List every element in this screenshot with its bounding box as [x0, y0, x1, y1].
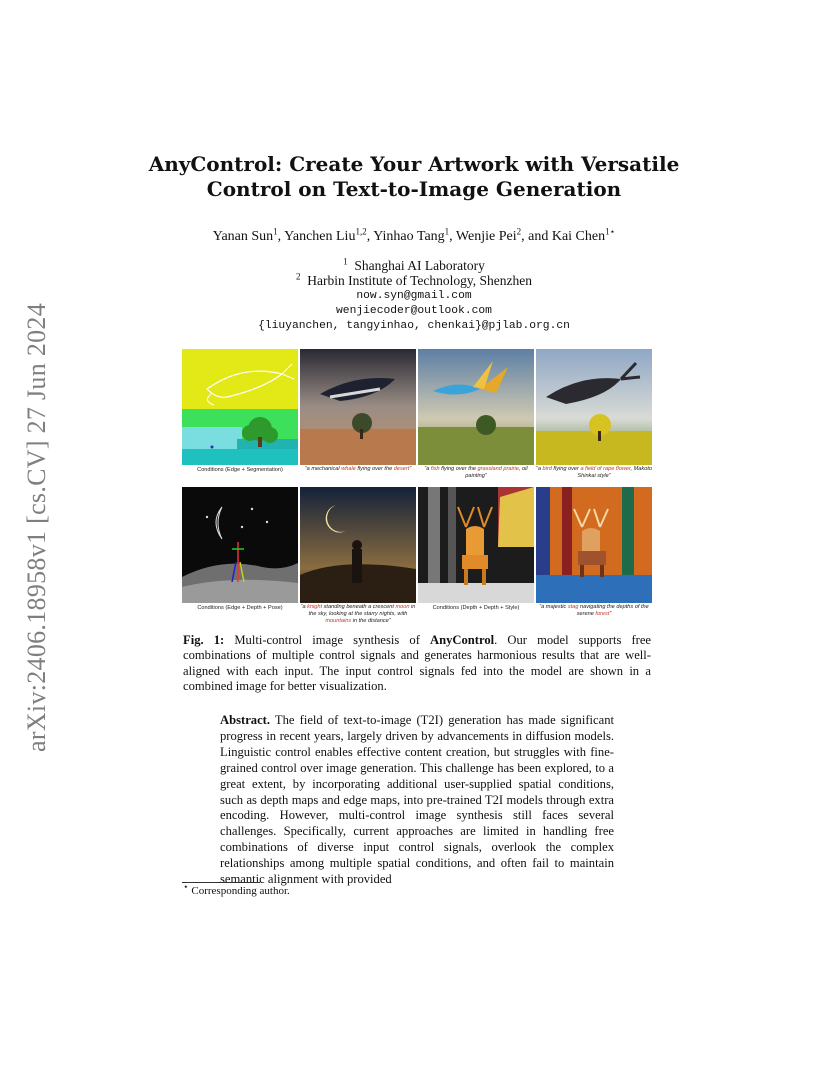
email-1: now.syn@gmail.com [356, 290, 472, 302]
author-affil-mark: 1,2 [355, 226, 367, 237]
prompt-text: “a [424, 466, 431, 472]
affil-mark: 1 [343, 256, 348, 267]
condition-depth-depth-style-image [418, 487, 534, 603]
generated-fish-prairie-image [418, 349, 534, 465]
condition-edge-depth-pose-image [182, 487, 298, 603]
prompt-text: ” [409, 466, 412, 472]
author-list: Yanan Sun$^1$, Yanchen Liu$^{1,2}$, Yinhao Tang$^1$, Wenjie Pei$^2$, and Kai Chen$^{1⋆}$ [212, 226, 616, 244]
title-line-1: AnyControl: Create Your Artwork with Versatile [148, 152, 680, 176]
title-line-2: Control on Text-to-Image Generation [206, 177, 622, 201]
prompt-highlight: mountains [325, 618, 352, 624]
prompt-highlight: fish [430, 466, 440, 472]
prompt-text: flying over [551, 466, 581, 472]
footnote [183, 881, 290, 897]
prompt-text: in the distance” [351, 618, 391, 624]
prompt-text: “a mechanical [304, 466, 342, 472]
caption-condition-1: Conditions (Edge + Segmentation) [197, 467, 283, 473]
prompt-highlight: grassland prairie [477, 466, 519, 472]
abstract-label: Abstract. [220, 713, 271, 727]
affiliation-2 [160, 273, 668, 289]
prompt-highlight: knight [307, 604, 323, 610]
prompt-text: standing beneath a crescent [322, 604, 396, 610]
author-name: Yanan Sun [212, 229, 274, 244]
footnote-rule [182, 882, 260, 883]
prompt-highlight: a field of rape flower [580, 466, 631, 472]
prompt-text: ” [609, 611, 612, 617]
affiliation-1 [160, 258, 668, 274]
prompt-highlight: moon [395, 604, 410, 610]
email-3: {liuyanchen, tangyinhao, chenkai}@pjlab.org.cn [258, 320, 570, 332]
prompt-highlight: desert [393, 466, 410, 472]
caption-prompt-stag [533, 604, 655, 618]
prompt-highlight: stag [567, 604, 579, 610]
author-affil-mark: 1 [273, 226, 278, 237]
condition-edge-segmentation-image [182, 349, 298, 465]
footnote-mark: ⋆ [183, 881, 189, 892]
author-name: Wenjie Pei [455, 229, 517, 244]
generated-whale-desert-image [300, 349, 416, 465]
author-name: Yanchen Liu [284, 229, 356, 244]
author-affil-mark: 1 [444, 226, 450, 237]
figure-caption [183, 633, 651, 695]
caption-condition-3: Conditions (Depth + Depth + Style) [432, 605, 520, 611]
prompt-text: “a [300, 604, 308, 610]
caption-text: Multi-control image synthesis of [224, 633, 431, 647]
paper-title [140, 152, 688, 202]
prompt-text: flying over the [439, 466, 478, 472]
footnote-text: Corresponding author. [188, 885, 290, 897]
generated-knight-moon-image [300, 487, 416, 603]
prompt-text: flying over the [355, 466, 394, 472]
caption-prompt-whale [297, 466, 419, 473]
caption-prompt-bird [533, 466, 655, 480]
prompt-highlight: forest [595, 611, 610, 617]
abstract-body: The field of text-to-image (T2I) generation has made significant progress in recent years, largely driven by advancements in diffusion models. Linguistic control enables effective content creation, but struggles with fine-grained control over image generation. This challenge has been explored, to a great extent, by incorporating additional user-supplied spatial conditions, such as depth maps and edge maps, into pre-trained T2I models through extra encoding. However, multi-control image synthesis still faces several challenges. Specifically, current approaches are limited in handling free combinations of diverse input control signals, overlook the complex relationships among multiple spatial conditions, and often fail to maintain semantic alignment with provided [220, 713, 614, 887]
author-name: and Kai Chen [528, 229, 606, 244]
prompt-text: , oil painting” [465, 466, 528, 479]
caption-text: . Our model supports free combinations of multiple control signals and generates harmonious results that are well-aligned with each input. The input control signals fed into the model are shown in a combined image for better visualization. [183, 633, 652, 694]
arxiv-identifier: arXiv:2406.18958v1 [cs.CV] 27 Jun 2024 [22, 302, 51, 752]
author-affil-mark: 2 [516, 226, 522, 237]
caption-prompt-knight [297, 604, 419, 625]
author-name: Yinhao Tang [373, 229, 445, 244]
prompt-text: , Makoto Shinkai style” [577, 466, 652, 479]
prompt-text: “a majestic [539, 604, 568, 610]
prompt-text: navigating the depths of the serene [576, 604, 649, 617]
figure-label: Fig. 1: [183, 633, 225, 647]
prompt-highlight: whale [341, 466, 356, 472]
author-affil-mark: 1⋆ [605, 226, 616, 237]
affil-name: Shanghai AI Laboratory [354, 258, 485, 273]
prompt-text: “a [536, 466, 543, 472]
prompt-highlight: bird [542, 466, 552, 472]
prompt-text: in the sky, looking at the starry nights, with [308, 604, 416, 617]
caption-condition-2: Conditions (Edge + Depth + Pose) [197, 605, 283, 611]
generated-stag-forest-image [536, 487, 652, 603]
caption-bold-name: AnyControl [430, 633, 495, 647]
email-2: wenjiecoder@outlook.com [336, 305, 492, 317]
affil-mark: 2 [295, 271, 301, 282]
affil-name: Harbin Institute of Technology, Shenzhen [307, 273, 532, 288]
generated-bird-rapeflower-image [536, 349, 652, 465]
caption-prompt-fish [415, 466, 537, 480]
abstract [220, 713, 614, 888]
